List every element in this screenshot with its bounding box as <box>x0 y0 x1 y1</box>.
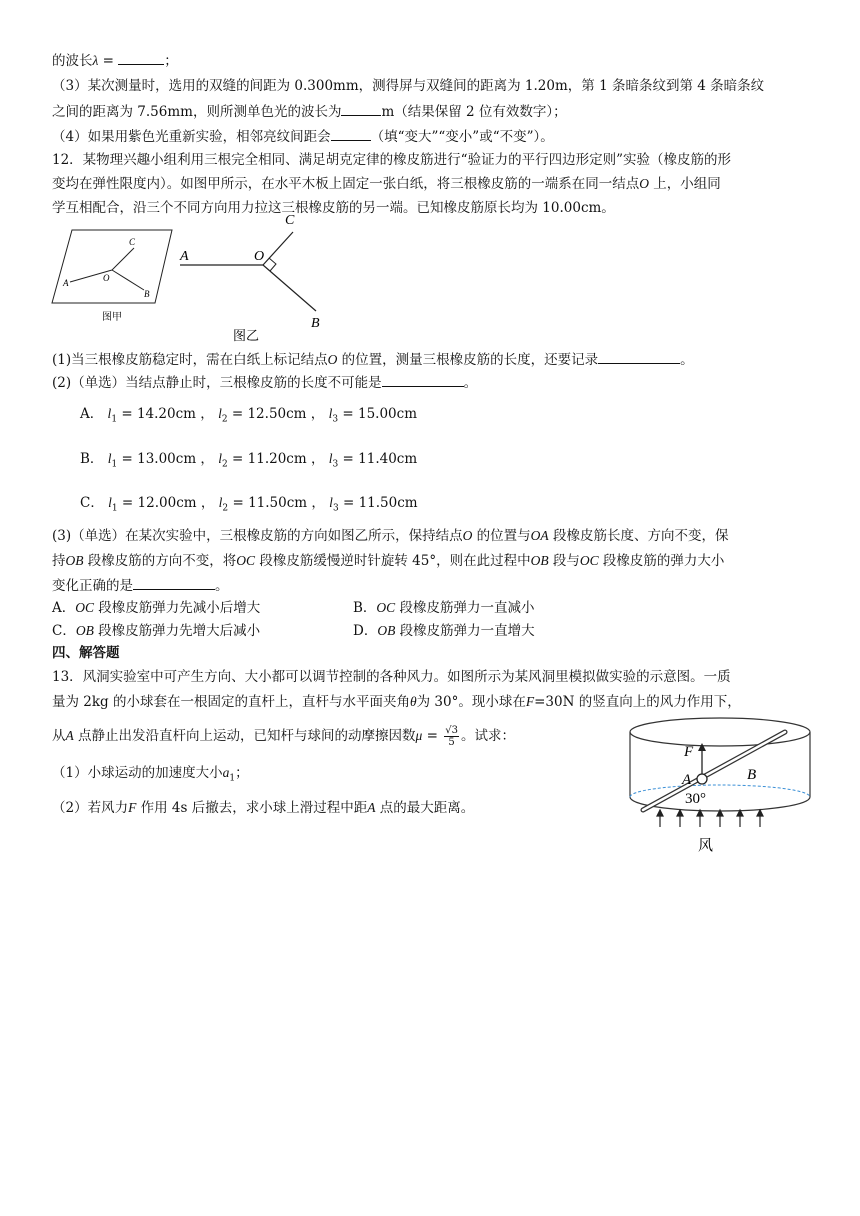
answer-blank[interactable] <box>133 575 215 590</box>
q11-sub4-line: （4）如果用紫色光重新实验，相邻亮纹间距会 （填“变大”“变小”或“不变”）。 <box>52 126 554 147</box>
answer-blank[interactable] <box>331 126 371 141</box>
fig-jia-caption: 图甲 <box>102 312 122 323</box>
q12-figures <box>50 210 380 345</box>
label-jia-C: C <box>129 237 136 247</box>
q13-sub1-line: （1）小球运动的加速度大小$a_1$； <box>52 765 249 784</box>
fig-angle-label: 30° <box>685 791 706 807</box>
mu-fraction: $\frac{√3}{5}$ <box>445 725 458 748</box>
q12-3-option-d[interactable]: D．OB 段橡皮筋弹力一直增大 <box>353 623 535 639</box>
q12-stem-line2: 变均在弹性限度内）。如图甲所示，在水平木板上固定一张白纸，将三根橡皮筋的一端系在同一结点O 上，小组同 <box>52 176 721 192</box>
wind-arrows <box>657 810 763 827</box>
force-arrowhead <box>698 743 706 751</box>
section-heading: 四、解答题 <box>52 645 120 661</box>
q13-sub2-line: （2）若风力F 作用 4s 后撤去，求小球上滑过程中距A 点的最大距离。 <box>52 800 475 816</box>
q12-option-a[interactable]: A． $l_1 = 14.20cm$ ， $l_2 = 12.50cm$ ， $l_3 = 15.00cm$ <box>80 406 417 425</box>
q12-sub3-line2: 持OB 段橡皮筋的方向不变，将OC 段橡皮筋缓慢逆时针旋转 45°，则在此过程中OB 段与OC 段橡皮筋的弹力大小 <box>52 553 725 569</box>
q13-stem-line3: 从A 点静止出发沿直杆向上运动，已知杆与球间的动摩擦因数μ = $\frac{√3}{5}$ 。试求： <box>52 725 515 748</box>
fig-label-A: A <box>682 772 692 788</box>
label-jia-B: B <box>144 289 150 299</box>
q11-wavelength-line: 的波长λ = ； <box>52 50 178 71</box>
answer-blank[interactable] <box>382 372 464 387</box>
q12-option-c[interactable]: C． $l_1 = 12.00cm$ ， $l_2 = 11.50cm$ ， $l_3 = 11.50cm$ <box>80 495 418 514</box>
q11-sub3-line2: 之间的距离为 7.56mm，则所测单色光的波长为 m（结果保留 2 位有效数字）； <box>52 101 567 122</box>
q12-stem-line3: 学互相配合，沿三个不同方向用力拉这三根橡皮筋的另一端。已知橡皮筋原长均为 10.00cm。 <box>52 200 615 216</box>
band-oc-yi <box>263 232 293 265</box>
board-parallelogram <box>52 230 172 303</box>
q12-sub1-line: (1)当三根橡皮筋稳定时，需在白纸上标记结点O 的位置，测量三根橡皮筋的长度，还要记录 。 <box>52 349 694 370</box>
q12-3-option-c[interactable]: C．OB 段橡皮筋弹力先增大后减小 <box>52 623 261 639</box>
fig-yi-caption: 图乙 <box>233 328 260 343</box>
q12-sub3-line1: (3)（单选）在某次实验中，三根橡皮筋的方向如图乙所示，保持结点O 的位置与OA 段橡皮筋长度、方向不变，保 <box>52 528 729 544</box>
answer-blank[interactable] <box>598 349 680 364</box>
label-jia-O: O <box>103 273 110 283</box>
band-ob-jia <box>112 270 144 290</box>
q12-3-option-a[interactable]: A．OC 段橡皮筋弹力先减小后增大 <box>52 600 261 616</box>
wind-tunnel-figure <box>625 712 820 857</box>
band-ob-yi <box>263 265 316 311</box>
q13-stem-line1: 13．风洞实验室中可产生方向、大小都可以调节控制的各种风力。如图所示为某风洞里模拟做实验的示意图。一质 <box>52 669 731 685</box>
rod-highlight <box>643 732 785 810</box>
fig-wind-label: 风 <box>698 838 714 854</box>
label-jia-A: A <box>63 278 69 288</box>
band-oc-jia <box>112 248 134 270</box>
fig-label-F: F <box>684 744 694 760</box>
label-yi-B: B <box>311 316 320 331</box>
answer-blank[interactable] <box>341 101 381 116</box>
fig-label-B: B <box>747 767 757 783</box>
water-level-dashed <box>630 785 810 797</box>
label-yi-C: C <box>285 213 295 228</box>
q12-option-b[interactable]: B． $l_1 = 13.00cm$ ， $l_2 = 11.20cm$ ， $l_3 = 11.40cm$ <box>80 451 418 470</box>
right-angle-mark <box>269 258 276 271</box>
q12-stem-line1: 12．某物理兴趣小组利用三根完全相同、满足胡克定律的橡皮筋进行“验证力的平行四边形定则”实验（橡皮筋的形 <box>52 152 731 168</box>
q12-sub2-line: (2)（单选）当结点静止时，三根橡皮筋的长度不可能是 。 <box>52 372 477 393</box>
answer-blank[interactable] <box>118 50 164 65</box>
q11-sub3-line1: （3）某次测量时，选用的双缝的间距为 0.300mm，测得屏与双缝间的距离为 1.20m，第 1 条暗条纹到第 4 条暗条纹 <box>52 78 765 94</box>
q12-3-option-b[interactable]: B．OC 段橡皮筋弹力一直减小 <box>353 600 535 616</box>
label-yi-A: A <box>180 249 189 264</box>
ball <box>697 774 707 784</box>
q12-sub3-line3: 变化正确的是 。 <box>52 575 229 596</box>
q13-stem-line2: 量为 2kg 的小球套在一根固定的直杆上，直杆与水平面夹角θ为 30°。现小球在F=30N 的竖直向上的风力作用下， <box>52 694 741 710</box>
label-yi-O: O <box>254 249 265 264</box>
